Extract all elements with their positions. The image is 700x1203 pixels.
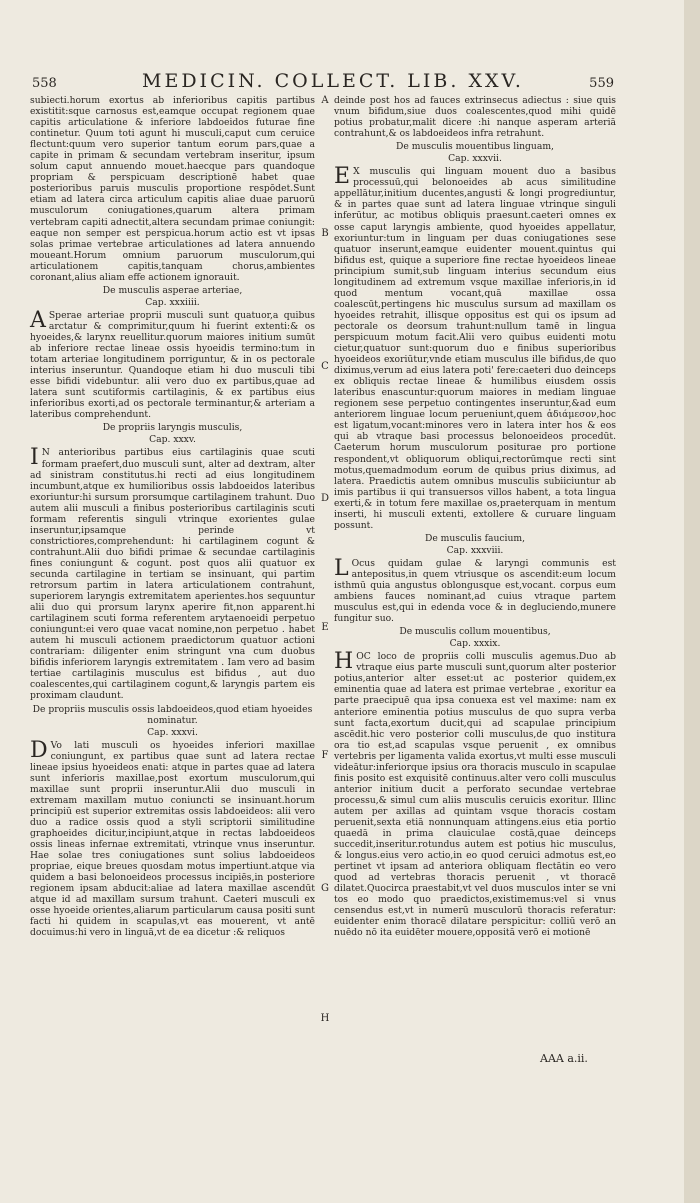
margin-letters bbox=[316, 95, 334, 1095]
paragraph-text: Ocus quidam gulae & laryngi communis est antepositus,in quem vtriusque os ascendit:eum locum isthmū quia angustus oblongusque est,vocant. corpus eum ambiens fauces nominant,ad cuius vtraque partem musculus est,qui in edenda voce & in degluciendo,munere fungitur suo. bbox=[334, 557, 616, 625]
right-column bbox=[334, 95, 616, 939]
section-heading: De musculis faucium, bbox=[424, 532, 526, 544]
drop-capital: E bbox=[334, 164, 351, 190]
margin-letter-d: D bbox=[320, 493, 330, 504]
chapter-number: Cap. xxxvii. bbox=[448, 153, 502, 165]
page-edge bbox=[684, 0, 700, 1203]
running-header bbox=[0, 70, 700, 96]
section-heading: De propriis laryngis musculis, bbox=[102, 422, 243, 434]
drop-capital: I bbox=[30, 445, 39, 471]
paragraph: subiecti.horum exortus ab inferioribus capitis partibus existitit:sque carnosus est,eamque occupat regionem quae capitis articulatione & inferiore labdoeidos futurae fine continetur. Quum toti agunt hi musculi,caput cum ceruice flectunt:quum vero superior tantum eorum pars,quae a capite in primam & secundam vertebram inseritur, ipsum solum caput annuendo mouet.haecque pars quandoque propriam & perspicuam descriptionē habet quae posterioribus paruis musculis proportione respōdet.Sunt etiam ad latera circa articulum capitis aliae duae paruorū musculorum coniugationes,quarum altera primam vertebram capiti adnectit,altera secundam primae coniungit: eaque non semper est perspicua.horum actio est vt ipsas solas primae vertebrae articulationes ad latera annuendo moueant.Horum omnium paruorum musculorum,qui articulationem capitis,tanquam chorus,ambientes coronant,alius aliam effe actionem ignorauit. bbox=[30, 95, 315, 283]
paragraph: deinde post hos ad fauces extrinsecus adiectus : siue quis vnum bifidum,siue duos coalescentes,quod mihi quidē potius probatur,malit dicere :hi nanque asperam arteriā contrahunt,& os labdoeideos infra retrahunt. bbox=[334, 95, 616, 140]
paragraph bbox=[334, 166, 616, 531]
drop-capital: D bbox=[30, 737, 48, 763]
drop-capital: A bbox=[30, 307, 46, 333]
page-number-right: 559 bbox=[589, 76, 614, 91]
paragraph-text: N anterioribus partibus eius cartilaginis quae scuti formam praefert,duo musculi sunt, alter ad dextram, alter ad sinistram constitutus.hi recti ad eius longitudinem incumbunt,atque ex humilioribus ossis labdoeidos lateribus exoriuntur:hi sursum prorsumque cartilaginem trahunt. Duo autem alii musculi a finibus posterioribus cartilaginis scuti formam referentis singuli vtrinque exorientes gulae inseruntur,ipsamque perinde vt constrictiores,comprehendunt: hi cartilaginem cogunt & contrahunt.Alii duo bifidi primae & secundae cartilaginis fines coniungunt & cogunt. post quos alii quatuor ex secunda cartilagine in tertiam se insinuant, qui partim retrorsum partim in latera articulationem contrahunt, superiorem laryngis extremitatem aperientes.hos sequuntur alii duo qui prorsum larynx aperire fit,non apparent.hi cartilaginem scuti forma referentem arytaenoeidi perpetuo coniungunt:ei vero quae vacat nomine,non perpetuo . habet autem hi musculi actionem praedictorum quatuor actioni contrariam: diligenter enim stringunt vna cum duobus bifidis inferiorem laryngis extremitatem . Iam vero ad basim tertiae cartilaginis musculus est bifidus , aut duo coalescentes,qui cartilaginem cogunt,& laryngis partem eis proximam claudunt. bbox=[30, 447, 315, 702]
margin-letter-h: H bbox=[320, 1013, 330, 1024]
drop-capital: L bbox=[334, 555, 349, 581]
running-title: MEDICIN. COLLECT. LIB. XXV. bbox=[142, 70, 524, 92]
paragraph-text: X musculis qui linguam mouent duo a basibus processuū,qui belonoeides ab acus similitudine appellātur,initium ducentes,angusti & longi progrediuntur, & in partes quae sunt ad latera linguae vtrinque singuli inferūtur, ac motibus obliquis praesunt.caeteri omnes ex osse caput laryngis ambiente, quod hyoeides appellatur, exoriuntur:tum in linguam per duas coniugationes sese quatuor inserunt,eamque euidenter mouent.quintus qui bifidus est, quique a superiore fine rectae hyoeideos lineae principium sumit,sub linguam interius secundum eius longitudinem ad extremum vsque maxillae inferioris,in id quod mentum vocant,quā maxillae ossa coalescūt,pertingens hic musculus sursum ad maxillam os hyoeides retrahit, illisque oppositus est qui os ipsum ad pectorale os deorsum trahunt:nullum tamē in lingua perspicuum motum facit.Alii vero quibus euidenti motu cietur,quatuor sunt:quorum duo e finibus superioribus hyoeideos exoriūtur,vnde etiam musculus ille bifidus,de quo diximus,verum ad eius latera poti' fere:caeteri duo deinceps ex obliquis rectae lineae & humilibus eiusdem ossis lateribus enascuntur:quorum maiores in mediam linguae regionem sese perpetuo contingentes inseruntur,&ad eum anteriorem linguae locum perueniunt,quem ἀδιάμεσον,hoc est ligatum,vocant:minores vero in latera inter hos & eos qui ab vtraque basi processus belonoeideos procedūt. Caeterum horum musculorum positurae pro portione respondent,vt obliquorum obliqui,rectorūmque recti sint motus,quemadmodum eorum de quibus prius diximus, ad latera. Praedictis autem omnibus musculis subiiciuntur ab imis partibus ii qui transuersos villos habent, a tota lingua exerti,& in totum fere maxillae os,praeterquam in mentum inserti, hi musculi extenti, extollere & curuare linguam possunt. bbox=[334, 166, 616, 531]
margin-letter-e: E bbox=[321, 622, 329, 633]
paragraph-text: Vo lati musculi os hyoeides inferiori maxillae coniungunt, ex partibus quae sunt ad latera rectae lineae ipsius hyoeideos enati: atque in partes quae ad latera sunt inferioris maxillae,post exortum musculorum,qui maxillae sunt proprii inseruntur.Alii duo musculi in extremam maxillam mutuo coniuncti se insinuant.horum principiū est superior extremitas ossis labdoeideos: alii vero duo a radice ossis quod a styli scriptorii similitudine graphoeides dicitur,incipiunt,atque in rectas labdoeideos ossis lineas infernae extremitati, vtrinque vnus inseruntur. Hae solae tres coniugationes sunt solius labdoeideos propriae, eique breues quosdam motus impertiunt.atque via quidem a basi belonoeideos processus incipiēs,in posteriore regionem ipsam abducit:aliae ad latera maxillae ascendūt atque id ad maxillam sursum trahunt. Caeteri musculi ex osse hyoeide orientes,aliarum particularum causa positi sunt facti hi quidem in scapulas,vt eas mouerent, vt antē docuimus:hi vero in linguā,vt de ea dicetur :& reliquos bbox=[30, 739, 315, 939]
paragraph bbox=[30, 737, 315, 939]
margin-letter-c: C bbox=[321, 361, 329, 372]
margin-letter-f: F bbox=[321, 750, 329, 761]
left-column bbox=[30, 95, 315, 939]
section-heading: De propriis musculis ossis labdoeideos,quod etiam hyoeides nominatur. bbox=[32, 703, 313, 726]
margin-letter-a: A bbox=[321, 95, 329, 106]
chapter-number: Cap. xxxvi. bbox=[147, 726, 198, 738]
section-heading: De musculis collum mouentibus, bbox=[399, 626, 551, 638]
section-heading: De musculis mouentibus linguam, bbox=[396, 141, 554, 153]
paragraph bbox=[334, 651, 616, 938]
margin-letter-b: B bbox=[321, 228, 329, 239]
drop-capital: H bbox=[334, 649, 354, 675]
paragraph bbox=[334, 555, 616, 625]
margin-letter-g: G bbox=[321, 883, 329, 894]
paragraph-text: OC loco de propriis colli musculis agemus.Duo ab vtraque eius parte musculi sunt,quorum alter posterior potius,anterior alter esset:ut ac posterior quidem,ex eminentia quae ad latera est primae vertebrae , exoritur ea parte praecipuē qua ipsa conuexa est vel maxime: nam ex anteriore eminentia potius musculus de quo supra verba sunt facta,exortum ducit,qui ad scapulae principium ascēdit.hic vero posterior colli musculus,de quo institura ora tio est,ad scapulas vsque peruenit , ex omnibus vertebris per ligamenta valida exortus,vt multi esse musculi videātur:inferiorque ipsius ora thoracis musculo in scapulae finis posito est exquisitē continuus.alter vero colli musculus anterior initium ducit a perforato secundae vertebrae processu,& simul cum aliis musculis ceruicis exoritur. Illinc autem per axillas ad quintam vsque thoracis costam peruenit,sexta etiā nonnunquam attingens.eius etia portio quaedā in prima clauiculae costā,quae deinceps succedit,inseritur.rotundus autem est potius hic musculus, & longus.eius vero actio,in eo quod ceruici admotus est,eo pertinet vt ipsam ad anteriora obliquam flectātin eo vero quod ad vertebras thoracis peruenit , vt thoracē dilatet.Quocirca praestabit,vt vel duos musculos inter se vni tos eo modo quo praedictos,existimemus:vel si vnus censendus est,vt in numerū musculorū thoracis referatur: euidenter enim thoracē dilatare perspicitur: colliū verō an nuēdo nō ita euidēter mouere,oppositā verō ei motionē bbox=[334, 651, 616, 939]
page-number-left: 558 bbox=[32, 76, 57, 91]
chapter-number: Cap. xxxviii. bbox=[446, 544, 504, 556]
chapter-number: Cap. xxxv. bbox=[149, 434, 196, 446]
chapter-number: Cap. xxxiiii. bbox=[145, 296, 200, 308]
paragraph bbox=[30, 307, 315, 421]
paragraph-text: Sperae arteriae proprii musculi sunt quatuor,a quibus arctatur & comprimitur,quum hi fuerint extenti:& os hyoeides,& larynx reuellitur.quorum maiores initium sumūt ab inferiore rectae lineae ossis hyoeidis termino:tum in totam arteriae longitudinem porriguntur, & in os pectorale interius inseruntur. Quandoque etiam hi duo musculi tibi esse bifidi videbuntur. alii vero duo ex partibus,quae ad latera sunt scutiformis cartilaginis, & ex partibus eius inferioribus exorti,ad os pectorale terminantur,& arteriam a lateribus comprehendunt. bbox=[30, 309, 315, 421]
signature-mark: AAA a.ii. bbox=[540, 1052, 588, 1065]
chapter-number: Cap. xxxix. bbox=[449, 638, 501, 650]
section-heading: De musculis asperae arteriae, bbox=[102, 284, 243, 296]
paragraph bbox=[30, 447, 315, 701]
